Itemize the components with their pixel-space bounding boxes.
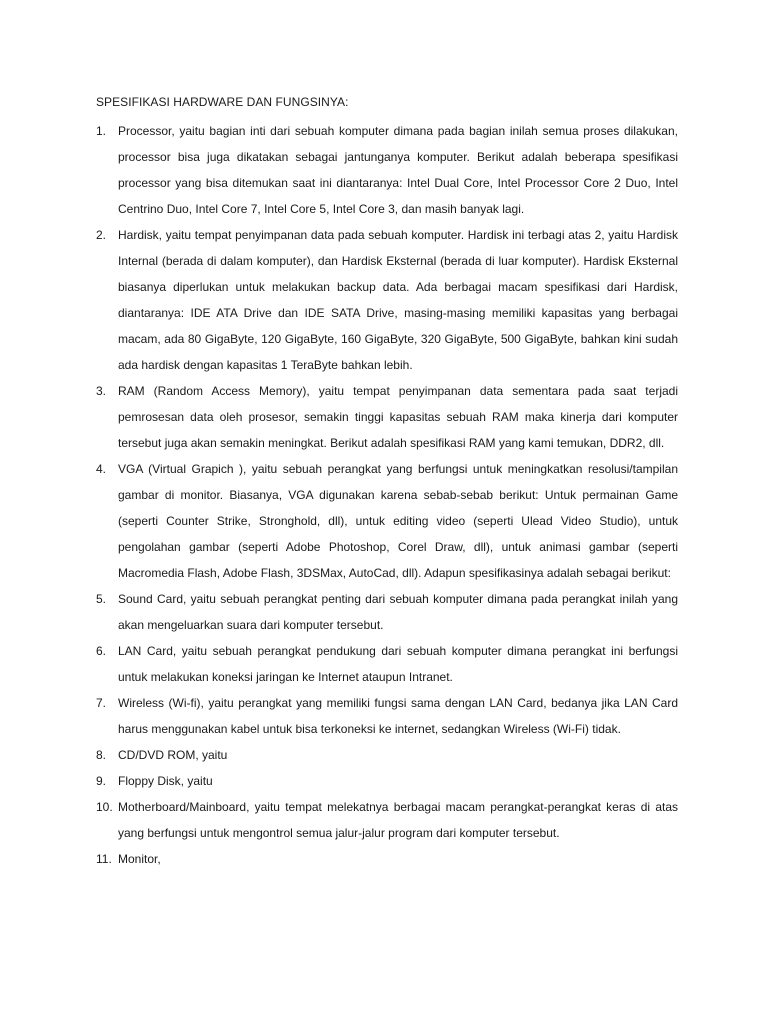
list-item-sound-card	[96, 586, 678, 638]
list-text: Sound Card, yaitu sebuah perangkat penting dari sebuah komputer dimana pada perangkat inilah yang akan mengeluarkan suara dari komputer tersebut.	[118, 592, 678, 632]
list-number: 9.	[96, 774, 107, 788]
list-text: CD/DVD ROM, yaitu	[118, 748, 228, 762]
list-item-cd-dvd-rom	[96, 742, 678, 768]
list-item-floppy-disk	[96, 768, 678, 794]
list-item-vga	[96, 456, 678, 586]
list-number: 8.	[96, 748, 107, 762]
document-title: SPESIFIKASI HARDWARE DAN FUNGSINYA:	[96, 95, 349, 109]
list-number: 11.	[96, 852, 112, 866]
list-text: LAN Card, yaitu sebuah perangkat pendukung dari sebuah komputer dimana perangkat ini berfungsi untuk melakukan koneksi jaringan ke Internet ataupun Intranet.	[118, 644, 678, 684]
list-number: 3.	[96, 384, 107, 398]
list-item-lan-card	[96, 638, 678, 690]
list-item-monitor	[96, 846, 678, 872]
list-text: Wireless (Wi-fi), yaitu perangkat yang memiliki fungsi sama dengan LAN Card, bedanya jika LAN Card harus menggunakan kabel untuk bisa terkoneksi ke internet, sedangkan Wireless (Wi-Fi) tidak.	[118, 696, 678, 736]
list-number: 5.	[96, 592, 107, 606]
list-text: Processor, yaitu bagian inti dari sebuah komputer dimana pada bagian inilah semua proses dilakukan, processor bisa juga dikatakan sebagai jantunganya komputer. Berikut adalah beberapa spesifikasi processor yang bisa ditemukan saat ini diantaranya: Intel Dual Core, Intel Processor Core 2 Duo, Intel Centrino Duo, Intel Core 7, Intel Core 5, Intel Core 3, dan masih banyak lagi.	[118, 124, 678, 216]
list-text: Monitor,	[118, 852, 161, 866]
list-item-hardisk	[96, 222, 678, 378]
list-number: 2.	[96, 228, 107, 242]
list-number: 1.	[96, 124, 107, 138]
list-text: Motherboard/Mainboard, yaitu tempat melekatnya berbagai macam perangkat-perangkat keras di atas yang berfungsi untuk mengontrol semua jalur-jalur program dari komputer tersebut.	[118, 800, 678, 840]
list-item-processor	[96, 118, 678, 222]
list-number: 10.	[96, 800, 113, 814]
list-item-ram	[96, 378, 678, 456]
list-text: VGA (Virtual Grapich ), yaitu sebuah perangkat yang berfungsi untuk meningkatkan resolusi/tampilan gambar di monitor. Biasanya, VGA digunakan karena sebab-sebab berikut: Untuk permainan Game (seperti Counter Strike, Stronghold, dll), untuk editing video (seperti Ulead Video Studio), untuk pengolahan gambar (seperti Adobe Photoshop, Corel Draw, dll), untuk animasi gambar (seperti Macromedia Flash, Adobe Flash, 3DSMax, AutoCad, dll). Adapun spesifikasinya adalah sebagai berikut:	[118, 462, 678, 580]
list-number: 6.	[96, 644, 107, 658]
list-item-wireless	[96, 690, 678, 742]
list-number: 4.	[96, 462, 107, 476]
list-text: RAM (Random Access Memory), yaitu tempat penyimpanan data sementara pada saat terjadi pemrosesan data oleh prosesor, semakin tinggi kapasitas sebuah RAM maka kinerja dari komputer tersebut juga akan semakin meningkat. Berikut adalah spesifikasi RAM yang kami temukan, DDR2, dll.	[118, 384, 678, 450]
list-text: Floppy Disk, yaitu	[118, 774, 213, 788]
hardware-list	[96, 118, 678, 872]
list-text: Hardisk, yaitu tempat penyimpanan data pada sebuah komputer. Hardisk ini terbagi atas 2, yaitu Hardisk Internal (berada di dalam komputer), dan Hardisk Eksternal (berada di luar komputer). Hardisk Eksternal biasanya diperlukan untuk melakukan backup data. Ada berbagai macam spesifikasi dari Hardisk, diantaranya: IDE ATA Drive dan IDE SATA Drive, masing-masing memiliki kapasitas yang berbagai macam, ada 80 GigaByte, 120 GigaByte, 160 GigaByte, 320 GigaByte, 500 GigaByte, bahkan kini sudah ada hardisk dengan kapasitas 1 TeraByte bahkan lebih.	[118, 228, 678, 372]
list-number: 7.	[96, 696, 107, 710]
list-item-motherboard	[96, 794, 678, 846]
